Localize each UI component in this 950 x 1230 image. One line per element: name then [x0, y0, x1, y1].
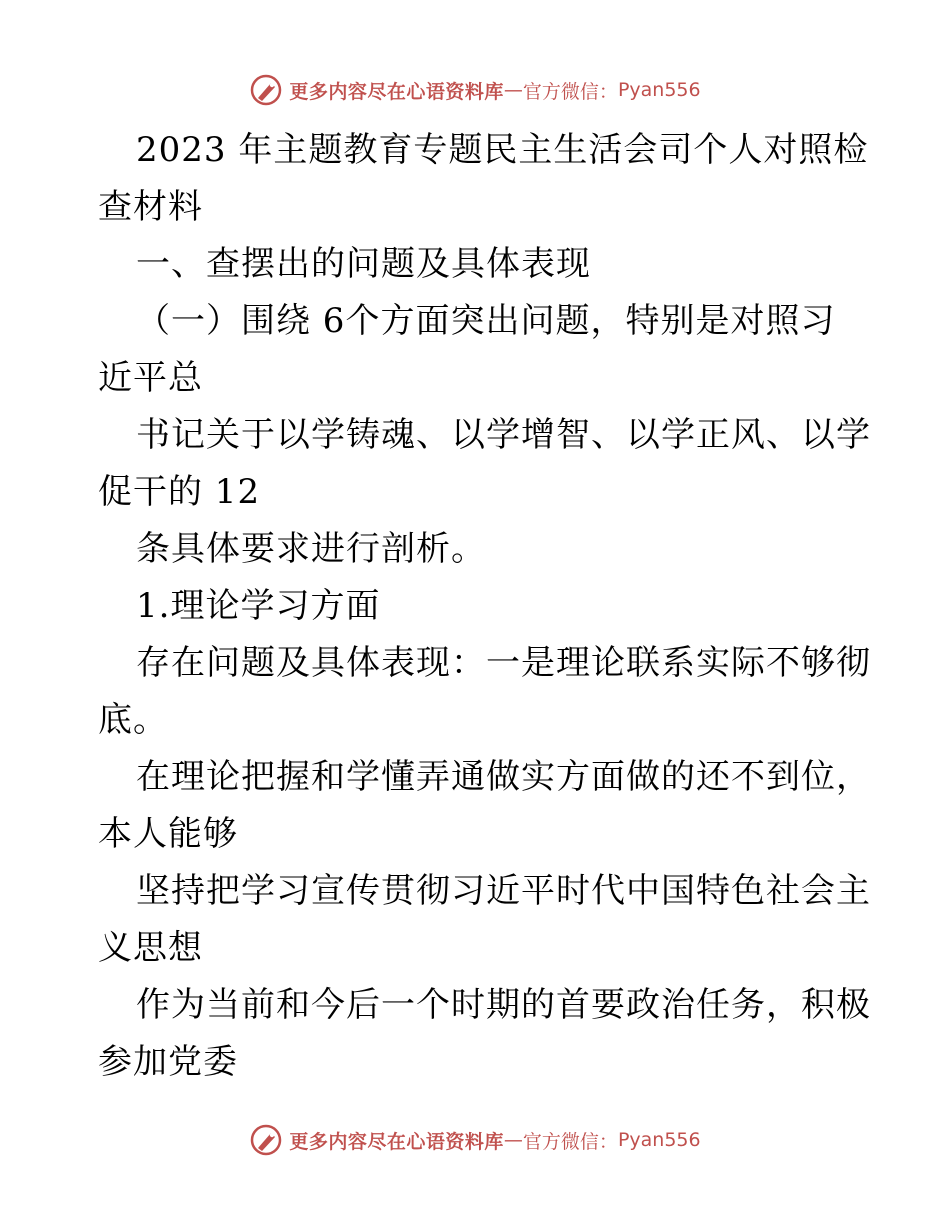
doc-line: 近平总: [98, 358, 203, 398]
doc-line: 底。: [98, 700, 168, 740]
doc-line: 一、查摆出的问题及具体表现: [136, 244, 591, 284]
doc-line: 2023 年主题教育专题民主生活会司个人对照检: [136, 130, 869, 170]
doc-line: 参加党委: [98, 1042, 238, 1082]
watermark-wechat-label: 官方微信：: [522, 1130, 618, 1153]
doc-line: 查材料: [98, 187, 203, 227]
watermark-promo-text: 更多内容尽在心语资料库: [289, 80, 504, 103]
doc-line: 存在问题及具体表现：一是理论联系实际不够彻: [136, 643, 871, 683]
pen-nib-logo-icon: [249, 1123, 283, 1157]
doc-line: 义思想: [98, 928, 203, 968]
watermark-separator: —: [503, 1129, 523, 1151]
doc-line: （一）围绕 6个方面突出问题，特别是对照习: [136, 301, 836, 341]
doc-line: 条具体要求进行剖析。: [136, 529, 486, 569]
doc-line: 本人能够: [98, 814, 238, 854]
pen-nib-logo-icon: [249, 73, 283, 107]
watermark-promo-text: 更多内容尽在心语资料库: [289, 1130, 504, 1153]
doc-line: 在理论把握和学懂弄通做实方面做的还不到位，: [136, 757, 871, 797]
doc-line: 书记关于以学铸魂、以学增智、以学正风、以学: [136, 415, 871, 455]
watermark-separator: —: [503, 79, 523, 101]
watermark-wechat-id: Pyan556: [617, 79, 701, 101]
doc-line: 促干的 12: [98, 472, 261, 512]
doc-line: 作为当前和今后一个时期的首要政治任务，积极: [136, 985, 871, 1025]
doc-line: 1.理论学习方面: [136, 586, 381, 626]
header-watermark: [0, 70, 950, 110]
document-body: [98, 122, 871, 1091]
footer-watermark: [0, 1120, 950, 1160]
watermark-wechat-label: 官方微信：: [522, 80, 618, 103]
watermark-wechat-id: Pyan556: [617, 1129, 701, 1151]
doc-line: 坚持把学习宣传贯彻习近平时代中国特色社会主: [136, 871, 871, 911]
